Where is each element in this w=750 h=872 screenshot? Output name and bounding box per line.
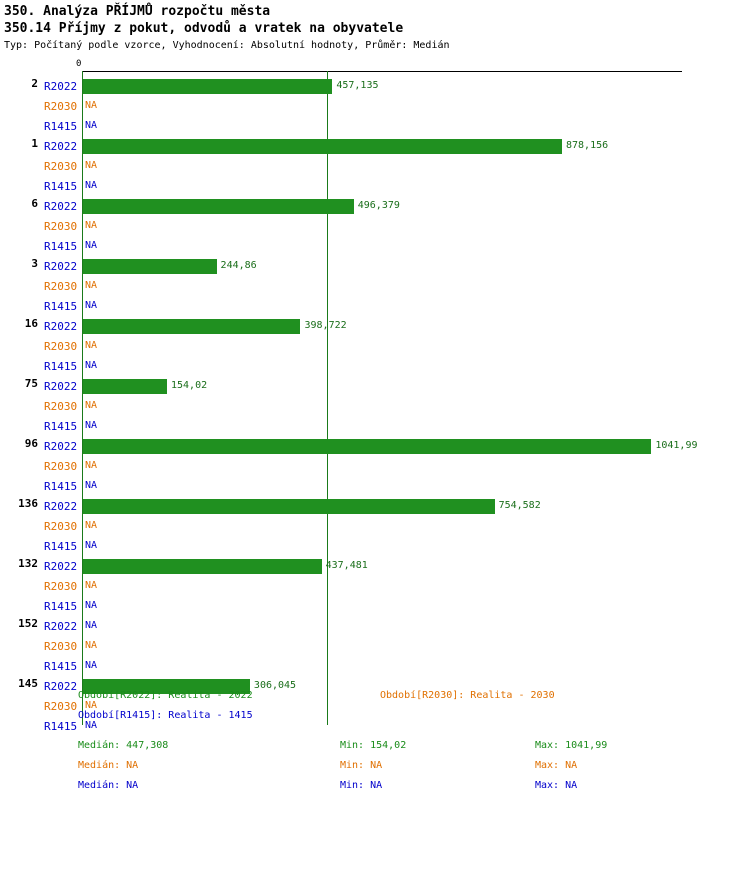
stat-median-r2022: Medián: 447,308	[78, 740, 169, 751]
legend-item-r1415: Období[R1415]: Realita - 1415	[78, 710, 253, 721]
chart-row	[0, 457, 750, 477]
stat-median-r1415: Medián: NA	[78, 780, 139, 791]
chart-row	[0, 577, 750, 597]
group-id-label: 152	[18, 617, 38, 630]
chart-row	[0, 377, 750, 397]
chart-row	[0, 477, 750, 497]
series-label-r2030: R2030	[44, 580, 78, 593]
stat-max-r2022: Max: 1041,99	[535, 740, 608, 751]
na-label: NA	[85, 340, 98, 351]
chart-row	[0, 257, 750, 277]
series-label-r2030: R2030	[44, 280, 78, 293]
chart-row	[0, 397, 750, 417]
group-id-label: 145	[18, 677, 38, 690]
chart-group	[0, 317, 750, 377]
group-id-label: 132	[18, 557, 38, 570]
bar-value-label: 1041,99	[655, 440, 698, 451]
na-label: NA	[85, 420, 98, 431]
series-label-r1415: R1415	[44, 420, 78, 433]
na-label: NA	[85, 180, 98, 191]
na-label: NA	[85, 620, 98, 631]
bar	[83, 79, 332, 94]
series-label-r2030: R2030	[44, 520, 78, 533]
na-label: NA	[85, 120, 98, 131]
bar	[83, 559, 322, 574]
na-label: NA	[85, 480, 98, 491]
series-label-r1415: R1415	[44, 300, 78, 313]
series-label-r2022: R2022	[44, 320, 78, 333]
bar-value-label: 496,379	[357, 200, 400, 211]
chart-row	[0, 337, 750, 357]
na-label: NA	[85, 300, 98, 311]
chart-row	[0, 317, 750, 337]
bar	[83, 379, 167, 394]
na-label: NA	[85, 640, 98, 651]
na-label: NA	[85, 220, 98, 231]
legend-item-r2030: Období[R2030]: Realita - 2030	[380, 690, 555, 701]
na-label: NA	[85, 700, 98, 711]
group-id-label: 96	[24, 437, 38, 450]
chart-row	[0, 657, 750, 677]
stat-max-r2030: Max: NA	[535, 760, 578, 771]
series-label-r2022: R2022	[44, 200, 78, 213]
chart-group	[0, 557, 750, 617]
chart-row	[0, 417, 750, 437]
series-label-r2030: R2030	[44, 340, 78, 353]
bar-value-label: 437,481	[325, 560, 368, 571]
na-label: NA	[85, 100, 98, 111]
series-label-r2030: R2030	[44, 160, 78, 173]
series-label-r2030: R2030	[44, 640, 78, 653]
series-label-r2030: R2030	[44, 100, 78, 113]
series-label-r2022: R2022	[44, 560, 78, 573]
chart-row	[0, 177, 750, 197]
bar-value-label: 398,722	[304, 320, 347, 331]
axis-top-line	[82, 71, 682, 72]
series-label-r2030: R2030	[44, 220, 78, 233]
chart-row	[0, 517, 750, 537]
chart-row	[0, 217, 750, 237]
group-id-label: 75	[24, 377, 38, 390]
chart-row	[0, 437, 750, 457]
group-id-label: 136	[18, 497, 38, 510]
stat-min-r2022: Min: 154,02	[340, 740, 407, 751]
group-id-label: 16	[24, 317, 38, 330]
chart-row	[0, 277, 750, 297]
na-label: NA	[85, 240, 98, 251]
chart-row	[0, 97, 750, 117]
bar-chart	[0, 59, 750, 739]
series-label-r2022: R2022	[44, 80, 78, 93]
series-label-r1415: R1415	[44, 540, 78, 553]
chart-row	[0, 497, 750, 517]
page-subtitle: 350.14 Příjmy z pokut, odvodů a vratek na obyvatele	[4, 21, 404, 36]
group-id-label: 6	[31, 197, 38, 210]
chart-row	[0, 597, 750, 617]
series-label-r1415: R1415	[44, 600, 78, 613]
na-label: NA	[85, 520, 98, 531]
chart-row	[0, 357, 750, 377]
chart-row	[0, 537, 750, 557]
series-label-r2022: R2022	[44, 260, 78, 273]
stat-min-r1415: Min: NA	[340, 780, 383, 791]
bar	[83, 259, 217, 274]
na-label: NA	[85, 460, 98, 471]
legend-item-r2022: Období[R2022]: Realita - 2022	[78, 690, 253, 701]
header-block	[0, 0, 750, 53]
na-label: NA	[85, 600, 98, 611]
group-id-label: 3	[31, 257, 38, 270]
series-label-r1415: R1415	[44, 480, 78, 493]
series-label-r2022: R2022	[44, 680, 78, 693]
chart-group	[0, 437, 750, 497]
series-label-r2022: R2022	[44, 380, 78, 393]
series-label-r2022: R2022	[44, 440, 78, 453]
bar	[83, 439, 651, 454]
chart-row	[0, 77, 750, 97]
chart-row	[0, 557, 750, 577]
chart-group	[0, 377, 750, 437]
page-meta: Typ: Počítaný podle vzorce, Vyhodnocení: Absolutní hodnoty, Průměr: Medián	[4, 40, 450, 51]
bar-value-label: 306,045	[253, 680, 297, 691]
series-label-r2030: R2030	[44, 700, 78, 713]
na-label: NA	[85, 160, 98, 171]
chart-group	[0, 137, 750, 197]
chart-row	[0, 297, 750, 317]
na-label: NA	[85, 660, 98, 671]
na-label: NA	[85, 540, 98, 551]
chart-row	[0, 117, 750, 137]
chart-group	[0, 617, 750, 677]
chart-row	[0, 617, 750, 637]
chart-row	[0, 637, 750, 657]
bar	[83, 139, 562, 154]
chart-row	[0, 157, 750, 177]
chart-group	[0, 257, 750, 317]
na-label: NA	[85, 580, 98, 591]
stat-median-r2030: Medián: NA	[78, 760, 139, 771]
series-label-r1415: R1415	[44, 720, 78, 733]
bar-value-label: 754,582	[498, 500, 541, 511]
na-label: NA	[85, 280, 98, 291]
group-id-label: 2	[31, 77, 38, 90]
series-label-r1415: R1415	[44, 240, 78, 253]
axis-zero-label: 0	[76, 59, 82, 69]
series-label-r1415: R1415	[44, 120, 78, 133]
bar	[83, 319, 300, 334]
bar-value-label: 457,135	[336, 80, 379, 91]
chart-row	[0, 197, 750, 217]
na-label: NA	[85, 360, 98, 371]
chart-group	[0, 677, 750, 737]
group-id-label: 1	[31, 137, 38, 150]
bar-value-label: 154,02	[171, 380, 208, 391]
chart-row	[0, 137, 750, 157]
chart-group	[0, 497, 750, 557]
series-label-r2022: R2022	[44, 620, 78, 633]
series-label-r1415: R1415	[44, 180, 78, 193]
bar-value-label: 244,86	[220, 260, 257, 271]
na-label: NA	[85, 720, 98, 731]
series-label-r1415: R1415	[44, 660, 78, 673]
stat-max-r1415: Max: NA	[535, 780, 578, 791]
series-label-r2022: R2022	[44, 140, 78, 153]
chart-group	[0, 77, 750, 137]
bar	[83, 499, 495, 514]
bar	[83, 199, 354, 214]
chart-row	[0, 237, 750, 257]
series-label-r1415: R1415	[44, 360, 78, 373]
series-label-r2030: R2030	[44, 400, 78, 413]
series-label-r2022: R2022	[44, 500, 78, 513]
page-title: 350. Analýza PŘÍJMŮ rozpočtu města	[4, 4, 271, 19]
stat-min-r2030: Min: NA	[340, 760, 383, 771]
chart-group	[0, 197, 750, 257]
bar-value-label: 878,156	[565, 140, 609, 151]
na-label: NA	[85, 400, 98, 411]
series-label-r2030: R2030	[44, 460, 78, 473]
